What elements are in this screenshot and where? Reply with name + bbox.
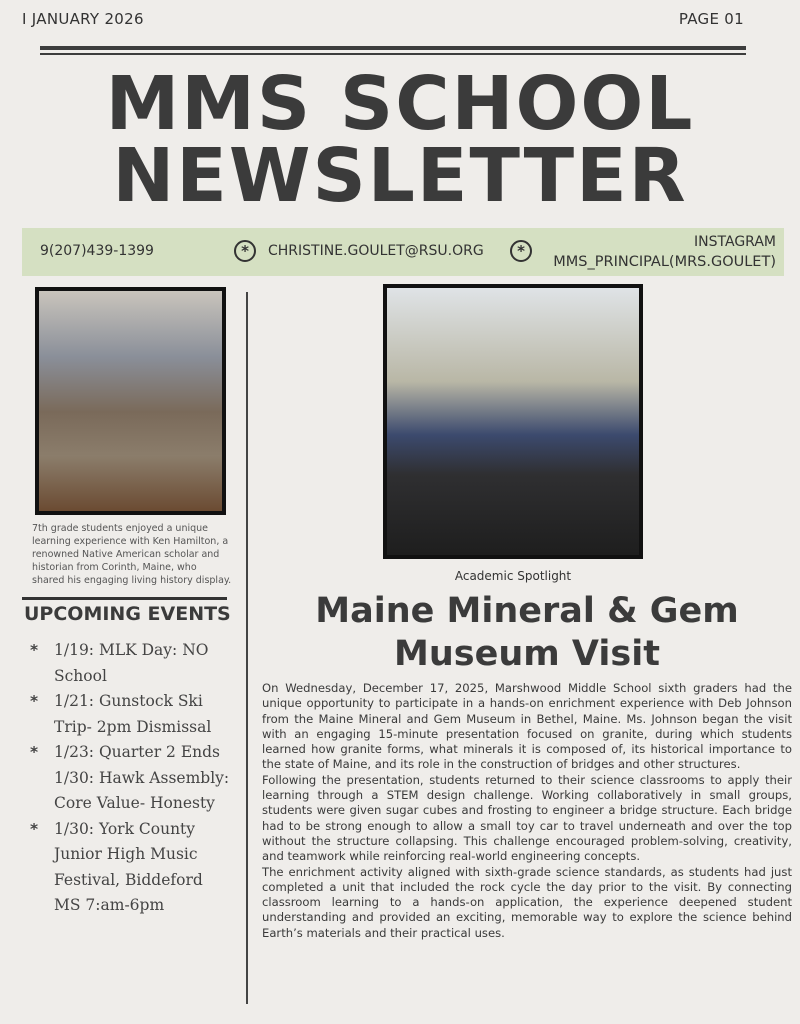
asterisk-bullet-icon: *: [30, 819, 39, 838]
phone: 9(207)439-1399: [40, 243, 154, 259]
asterisk-icon: *: [234, 240, 256, 262]
article-kicker: Academic Spotlight: [454, 569, 572, 583]
asterisk-icon: *: [510, 240, 532, 262]
email-link[interactable]: CHRISTINE.GOULET@RSU.ORG: [268, 243, 484, 259]
photo-caption: 7th grade students enjoyed a unique learning experience with Ken Hamilton, a renowned Native American scholar and historian from Corinth, Maine, who shared his engaging living history display.: [32, 523, 232, 586]
event-text: 1/21: Gunstock Ski Trip- 2pm Dismissal: [54, 692, 212, 736]
newsletter-title-line1: MMS SCHOOL: [105, 61, 695, 147]
event-text: 1/30: York County Junior High Music Festival, Biddeford MS 7:am-6pm: [54, 819, 203, 914]
event-text: 1/19: MLK Day: NO School: [54, 641, 209, 685]
event-text: 1/30: Hawk Assembly: Core Value- Honesty: [54, 768, 230, 812]
event-item: [30, 638, 230, 689]
article-paragraph: The enrichment activity aligned with sixth-grade science standards, as students had just completed a unit that included the rock cycle the day prior to the visit. By connecting classroom learning to a hands-on application, the experience deepened student understanding and provided an exciting, memorable way to explore the science behind Earth’s materials and their practical uses.: [262, 864, 792, 940]
issue-date: I JANUARY 2026: [22, 10, 144, 28]
column-divider: [246, 292, 248, 1004]
event-item: [30, 766, 230, 817]
newsletter-title-line2: NEWSLETTER: [112, 133, 688, 219]
instagram-label: INSTAGRAM: [694, 234, 776, 250]
instagram-handle[interactable]: MMS_PRINCIPAL(MRS.GOULET): [553, 254, 776, 270]
page-number: PAGE 01: [678, 10, 744, 28]
event-item: [30, 689, 230, 740]
events-heading: UPCOMING EVENTS: [24, 603, 231, 625]
students-photo: [383, 284, 643, 559]
header-rule: [40, 46, 746, 50]
article-paragraph: On Wednesday, December 17, 2025, Marshwood Middle School sixth graders had the unique opportunity to participate in a hands-on enrichment experience with Deb Johnson from the Maine Mineral and Gem Museum in Bethel, Maine. Ms. Johnson began the visit with an engaging 15-minute presentation focused on granite, during which students learned how granite forms, what minerals it is composed of, its historical importance to the state of Maine, and its role in the construction of bridges and other structures.: [262, 681, 792, 772]
event-item: [30, 817, 230, 919]
contact-bar: [22, 228, 784, 276]
asterisk-bullet-icon: *: [30, 692, 39, 710]
asterisk-bullet-icon: *: [30, 743, 39, 761]
article-title: Maine Mineral & Gem Museum Visit: [315, 591, 739, 674]
events-list: [30, 638, 230, 919]
event-item: [30, 740, 230, 766]
section-rule: [22, 597, 227, 600]
asterisk-bullet-icon: *: [30, 641, 39, 659]
event-text: 1/23: Quarter 2 Ends: [54, 743, 220, 761]
living-history-photo: [35, 287, 226, 515]
article-paragraph: Following the presentation, students returned to their science classrooms to apply their learning through a STEM design challenge. Working collaboratively in small groups, students were given sugar cubes and frosting to engineer a bridge structure. Each bridge had to be strong enough to allow a small toy car to travel underneath and over the top without the structure collapsing. This challenge encouraged problem-solving, creativity, and teamwork while reinforcing real-world engineering concepts.: [262, 772, 792, 864]
header-rule-thin: [40, 53, 746, 55]
article-body: [262, 681, 792, 941]
